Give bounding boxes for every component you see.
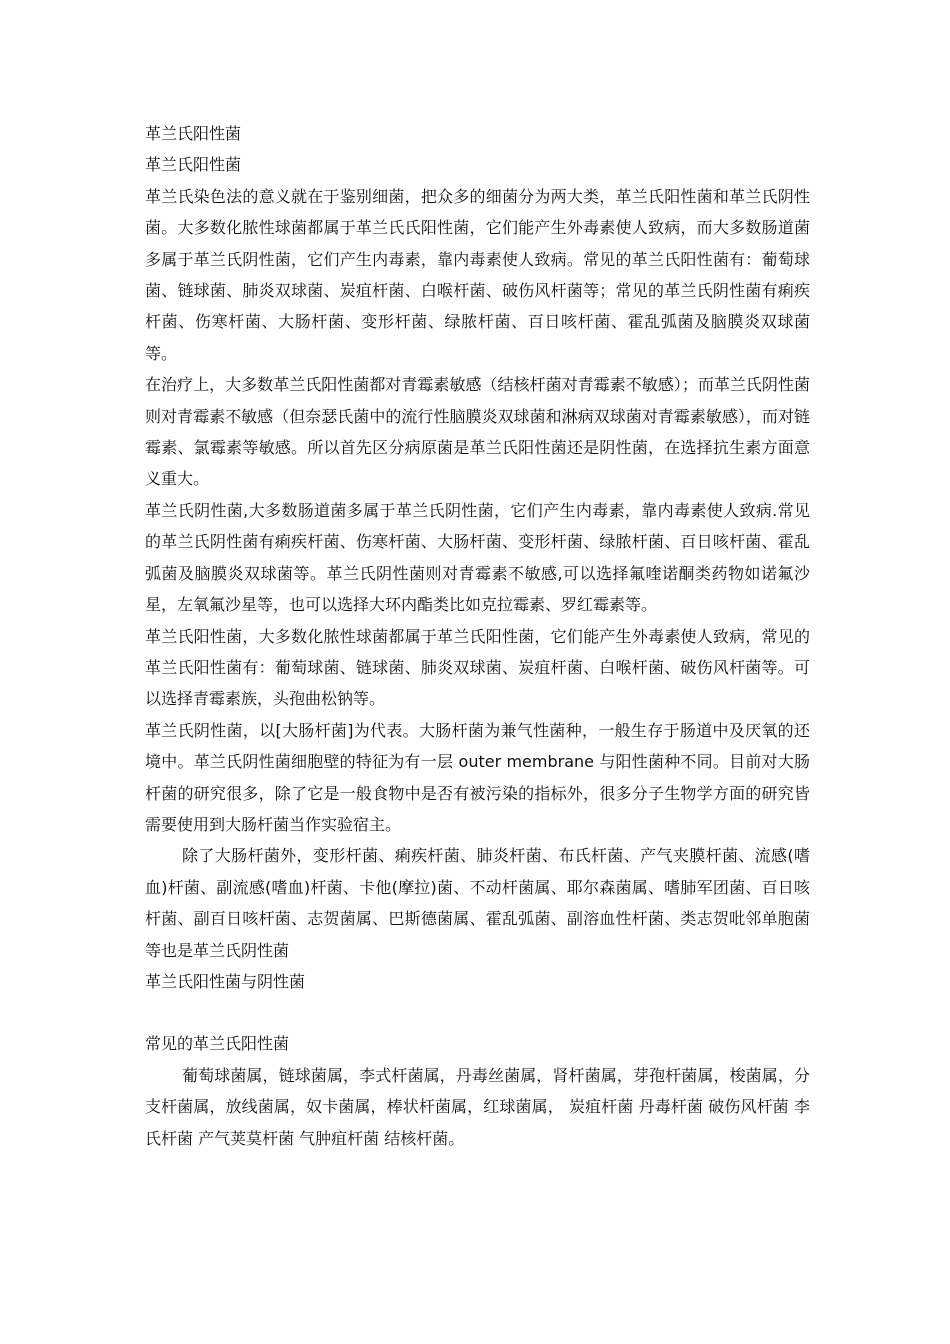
blank-line xyxy=(145,997,810,1028)
paragraph-positive-genera: 葡萄球菌属，链球菌属，李式杆菌属，丹毒丝菌属，肾杆菌属，芽孢杆菌属，梭菌属，分支杆菌属，放线菌属，奴卡菌属，棒状杆菌属，红球菌属， 炭疽杆菌 丹毒杆菌 破伤风杆菌 李氏杆菌 产气荚莫杆菌 气肿疽杆菌 结核杆菌。 xyxy=(145,1065,810,1148)
heading-positive-and-negative: 革兰氏阳性菌与阴性菌 xyxy=(145,971,306,991)
paragraph-gram-negative: 革兰氏阴性菌,大多数肠道菌多属于革兰氏阴性菌，它们产生内毒素，靠内毒素使人致病.常见的革兰氏阴性菌有痢疾杆菌、伤寒杆菌、大肠杆菌、变形杆菌、绿脓杆菌、百日咳杆菌、霍乱弧菌及脑膜炎双球菌等。革兰氏阴性菌则对青霉素不敏感,可以选择氟喹诺酮类药物如诺氟沙星，左氧氟沙星等，也可以选择大环内酯类比如克拉霉素、罗红霉素等。 xyxy=(145,500,810,615)
document-page xyxy=(145,118,810,1154)
title-line-2: 革兰氏阳性菌 xyxy=(145,155,242,175)
paragraph-ecoli: 革兰氏阴性菌，以[大肠杆菌]为代表。大肠杆菌为兼气性菌种，一般生存于肠道中及厌氧的还境中。革兰氏阴性菌细胞壁的特征为有一层 outer membrane 与阳性菌种不同。目前对大肠杆菌的研究很多，除了它是一般食物中是否有被污染的指标外，很多分子生物学方面的研究皆需要使用到大肠杆菌当作实验宿主。 xyxy=(145,720,810,834)
heading-common-positive: 常见的革兰氏阳性菌 xyxy=(145,1034,290,1054)
paragraph-treatment: 在治疗上，大多数革兰氏阳性菌都对青霉素敏感（结核杆菌对青霉素不敏感）；而革兰氏阴性菌则对青霉素不敏感（但奈瑟氏菌中的流行性脑膜炎双球菌和淋病双球菌对青霉素敏感），而对链霉素、氯霉素等敏感。所以首先区分病原菌是革兰氏阳性菌还是阴性菌，在选择抗生素方面意义重大。 xyxy=(145,375,810,489)
paragraph-gram-stain-meaning: 革兰氏染色法的意义就在于鉴别细菌，把众多的细菌分为两大类，革兰氏阳性菌和革兰氏阴性菌。大多数化脓性球菌都属于革兰氏氏阳性菌，它们能产生外毒素使人致病，而大多数肠道菌多属于革兰氏阴性菌，它们产生内毒素，靠内毒素使人致病。常见的革兰氏阳性菌有：葡萄球菌、链球菌、肺炎双球菌、炭疽杆菌、白喉杆菌、破伤风杆菌等；常见的革兰氏阴性菌有痢疾杆菌、伤寒杆菌、大肠杆菌、变形杆菌、绿脓杆菌、百日咳杆菌、霍乱弧菌及脑膜炎双球菌等。 xyxy=(145,186,810,363)
paragraph-other-negatives: 除了大肠杆菌外，变形杆菌、痢疾杆菌、肺炎杆菌、布氏杆菌、产气夹膜杆菌、流感(嗜血)杆菌、副流感(嗜血)杆菌、卡他(摩拉)菌、不动杆菌属、耶尔森菌属、嗜肺军团菌、百日咳杆菌、副百日咳杆菌、志贺菌属、巴斯德菌属、霍乱弧菌、副溶血性杆菌、类志贺吡邻单胞菌等也是革兰氏阴性菌 xyxy=(145,846,810,960)
title-line-1: 革兰氏阳性菌 xyxy=(145,124,242,143)
paragraph-gram-positive: 革兰氏阳性菌，大多数化脓性球菌都属于革兰氏阳性菌，它们能产生外毒素使人致病，常见的革兰氏阳性菌有：葡萄球菌、链球菌、肺炎双球菌、炭疽杆菌、白喉杆菌、破伤风杆菌等。可以选择青霉素族，头孢曲松钠等。 xyxy=(145,626,810,709)
